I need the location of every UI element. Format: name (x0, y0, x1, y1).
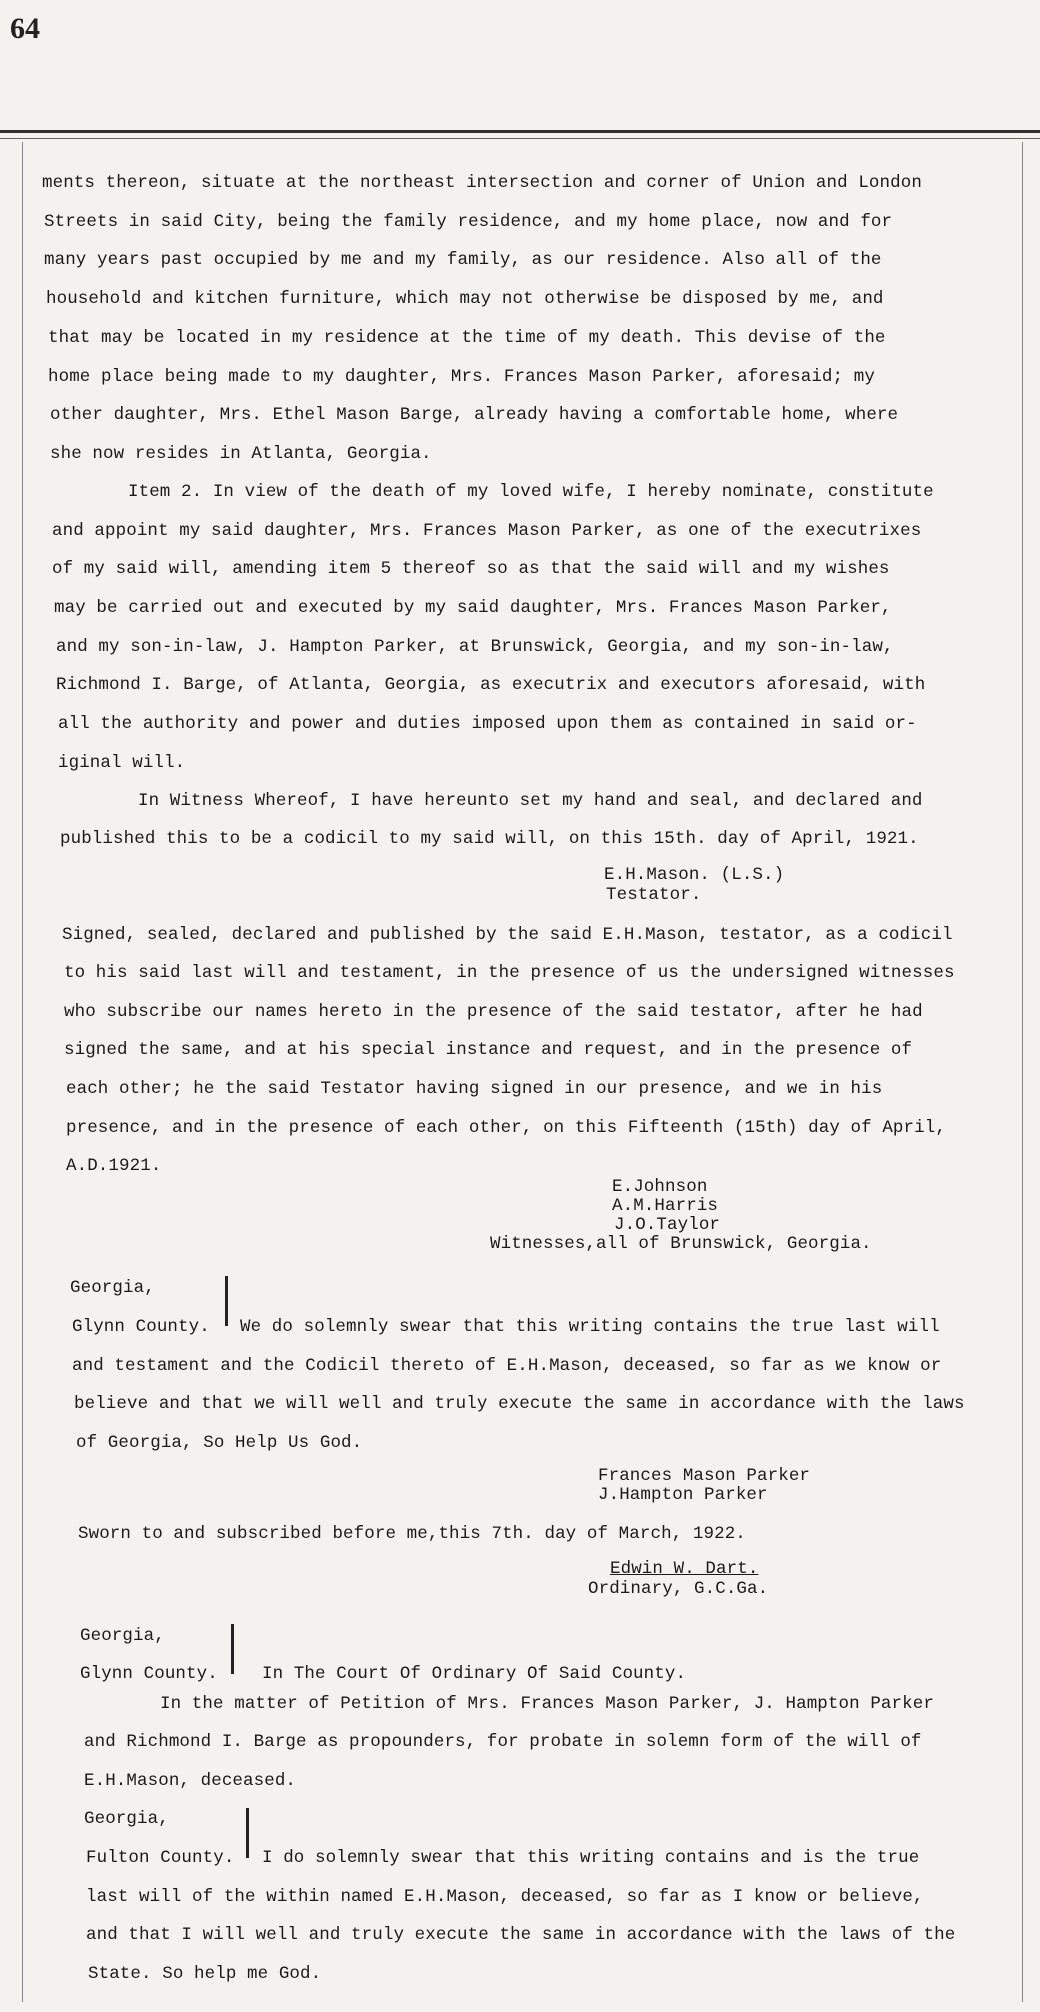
ordinary-name: Edwin W. Dart. (610, 1559, 759, 1579)
text-line: and that I will well and truly execute the same in accordance with the laws of the (86, 1925, 956, 1945)
text-line: presence, and in the presence of each other, on this Fifteenth (15th) day of April, (66, 1118, 946, 1138)
text-line: she now resides in Atlanta, Georgia. (50, 444, 432, 464)
text-line: E.H.Mason, deceased. (84, 1771, 297, 1791)
venue-state: Georgia, (70, 1278, 155, 1298)
text-line: Richmond I. Barge, of Atlanta, Georgia, as executrix and executors aforesaid, with (56, 675, 926, 695)
text-line: and appoint my said daughter, Mrs. Frances Mason Parker, as one of the executrixes (52, 521, 922, 541)
text-line: signed the same, and at his special instance and request, and in the presence of (64, 1040, 913, 1060)
venue-county: Glynn County. (80, 1664, 218, 1684)
witnesses-caption: Witnesses,all of Brunswick, Georgia. (490, 1234, 872, 1254)
page-number: 64 (10, 12, 40, 45)
signer-name: Frances Mason Parker (598, 1466, 811, 1486)
text-line: ments thereon, situate at the northeast intersection and corner of Union and London (42, 173, 922, 193)
venue-state: Georgia, (84, 1809, 169, 1829)
witness-name: J.O.Taylor (614, 1215, 721, 1235)
text-line: other daughter, Mrs. Ethel Mason Barge, already having a comfortable home, where (50, 405, 899, 425)
text-line: believe and that we will well and truly execute the same in accordance with the laws (74, 1394, 965, 1414)
text-line: may be carried out and executed by my said daughter, Mrs. Frances Mason Parker, (54, 598, 892, 618)
text-line: In Witness Whereof, I have hereunto set my hand and seal, and declared and (138, 791, 923, 811)
text-line: State. So help me God. (88, 1964, 322, 1984)
venue-county: Fulton County. (86, 1848, 235, 1868)
text-line: published this to be a codicil to my said will, on this 15th. day of April, 1921. (60, 829, 919, 849)
text-line: I do solemnly swear that this writing contains and is the true (262, 1848, 920, 1868)
text-line: home place being made to my daughter, Mrs. Frances Mason Parker, aforesaid; my (48, 367, 875, 387)
text-line: Item 2. In view of the death of my loved wife, I hereby nominate, constitute (128, 482, 934, 502)
text-line: In the matter of Petition of Mrs. Frances Mason Parker, J. Hampton Parker (160, 1694, 934, 1714)
text-line: A.D.1921. (66, 1156, 162, 1176)
text-line: to his said last will and testament, in the presence of us the undersigned witnesses (64, 963, 955, 983)
text-line: all the authority and power and duties imposed upon them as contained in said or- (58, 714, 917, 734)
text-line: Streets in said City, being the family residence, and my home place, now and for (44, 212, 893, 232)
text-line: household and kitchen furniture, which may not otherwise be disposed by me, and (46, 289, 884, 309)
venue-county: Glynn County. (72, 1317, 210, 1337)
text-line: Signed, sealed, declared and published by the said E.H.Mason, testator, as a codicil (62, 925, 953, 945)
text-line: of my said will, amending item 5 thereof so as that the said will and my wishes (52, 559, 890, 579)
venue-bracket (246, 1808, 249, 1858)
text-line: and my son-in-law, J. Hampton Parker, at Brunswick, Georgia, and my son-in-law, (56, 637, 894, 657)
text-line: who subscribe our names hereto in the presence of the said testator, after he had (64, 1002, 923, 1022)
text-line: last will of the within named E.H.Mason, deceased, so far as I know or believe, (86, 1887, 924, 1907)
venue-bracket (225, 1276, 228, 1326)
testator-signature: E.H.Mason. (L.S.) (604, 865, 785, 885)
testator-title: Testator. (606, 885, 702, 905)
text-line: iginal will. (58, 753, 186, 773)
signer-name: J.Hampton Parker (598, 1485, 768, 1505)
court-title: In The Court Of Ordinary Of Said County. (262, 1664, 687, 1684)
text-line: many years past occupied by me and my family, as our residence. Also all of the (44, 250, 882, 270)
witness-name: E.Johnson (612, 1177, 708, 1197)
witness-name: A.M.Harris (612, 1196, 719, 1216)
venue-state: Georgia, (80, 1626, 165, 1646)
text-line: of Georgia, So Help Us God. (76, 1433, 363, 1453)
text-line: that may be located in my residence at the time of my death. This devise of the (48, 328, 886, 348)
text-line: and Richmond I. Barge as propounders, for probate in solemn form of the will of (84, 1732, 922, 1752)
text-line: We do solemnly swear that this writing contains the true last will (240, 1317, 940, 1337)
venue-bracket (231, 1624, 234, 1674)
text-line: and testament and the Codicil thereto of E.H.Mason, deceased, so far as we know or (72, 1356, 942, 1376)
text-line: Sworn to and subscribed before me,this 7th. day of March, 1922. (78, 1524, 746, 1544)
ordinary-title: Ordinary, G.C.Ga. (588, 1579, 769, 1599)
text-line: each other; he the said Testator having signed in our presence, and we in his (66, 1079, 883, 1099)
